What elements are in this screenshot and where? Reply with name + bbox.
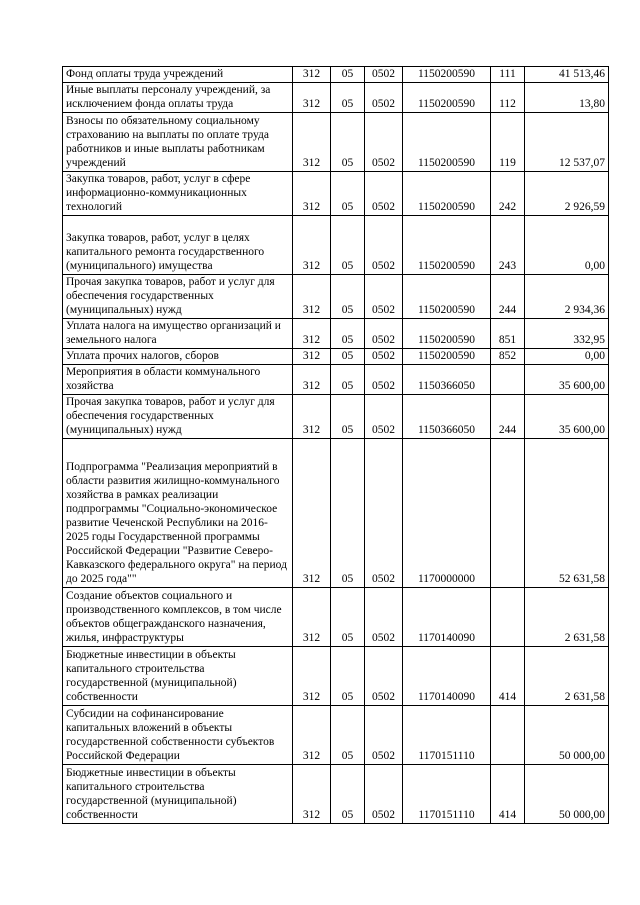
ministry-code-cell: 312: [293, 349, 331, 365]
target-article-cell: 1150200590: [403, 349, 491, 365]
section-code-cell: 05: [331, 275, 365, 319]
amount-cell: 35 600,00: [525, 365, 609, 395]
expense-type-cell: 414: [491, 765, 525, 824]
amount-cell: 2 934,36: [525, 275, 609, 319]
subsection-code-cell: 0502: [365, 647, 403, 706]
table-row: [63, 319, 609, 349]
expense-name-cell: Субсидии на софинансирование капитальных вложений в объекты государственной собственности субъектов Российской Федерации: [63, 706, 293, 765]
expense-type-cell: 243: [491, 216, 525, 275]
subsection-code-cell: 0502: [365, 365, 403, 395]
expense-name-cell: Бюджетные инвестиции в объекты капитального строительства государственной (муниципальной) собственности: [63, 647, 293, 706]
section-code-cell: 05: [331, 365, 365, 395]
table-row: [63, 706, 609, 765]
expense-name-cell: Прочая закупка товаров, работ и услуг для обеспечения государственных (муниципальных) нужд: [63, 395, 293, 439]
subsection-code-cell: 0502: [365, 439, 403, 588]
subsection-code-cell: 0502: [365, 395, 403, 439]
section-code-cell: 05: [331, 439, 365, 588]
section-code-cell: 05: [331, 172, 365, 216]
table-row: [63, 67, 609, 83]
ministry-code-cell: 312: [293, 83, 331, 113]
expense-name-cell: Создание объектов социального и производственного комплексов, в том числе объектов общегражданского назначения, жилья, инфраструктуры: [63, 588, 293, 647]
section-code-cell: 05: [331, 67, 365, 83]
target-article-cell: 1150200590: [403, 172, 491, 216]
subsection-code-cell: 0502: [365, 588, 403, 647]
subsection-code-cell: 0502: [365, 765, 403, 824]
expense-name-cell: Уплата прочих налогов, сборов: [63, 349, 293, 365]
table-row: [63, 765, 609, 824]
subsection-code-cell: 0502: [365, 83, 403, 113]
amount-cell: 35 600,00: [525, 395, 609, 439]
section-code-cell: 05: [331, 349, 365, 365]
target-article-cell: 1170140090: [403, 647, 491, 706]
amount-cell: 50 000,00: [525, 765, 609, 824]
ministry-code-cell: 312: [293, 113, 331, 172]
section-code-cell: 05: [331, 765, 365, 824]
section-code-cell: 05: [331, 706, 365, 765]
budget-table: [62, 66, 609, 824]
subsection-code-cell: 0502: [365, 349, 403, 365]
subsection-code-cell: 0502: [365, 216, 403, 275]
expense-name-cell: Иные выплаты персоналу учреждений, за исключением фонда оплаты труда: [63, 83, 293, 113]
expense-type-cell: 242: [491, 172, 525, 216]
ministry-code-cell: 312: [293, 365, 331, 395]
ministry-code-cell: 312: [293, 588, 331, 647]
section-code-cell: 05: [331, 647, 365, 706]
expense-name-cell: Подпрограмма "Реализация мероприятий в области развития жилищно-коммунального хозяйства в рамках реализации подпрограммы "Социально-экономическое развитие Чеченской Республики на 2016-2025 годы Государственной программы Российской Федерации "Развитие Северо-Кавказского федерального округа" на период до 2025 года"": [63, 439, 293, 588]
ministry-code-cell: 312: [293, 395, 331, 439]
expense-name-cell: Мероприятия в области коммунального хозяйства: [63, 365, 293, 395]
expense-type-cell: 111: [491, 67, 525, 83]
ministry-code-cell: 312: [293, 172, 331, 216]
table-row: [63, 83, 609, 113]
expense-name-cell: Фонд оплаты труда учреждений: [63, 67, 293, 83]
amount-cell: 0,00: [525, 216, 609, 275]
table-row: [63, 216, 609, 275]
target-article-cell: 1150200590: [403, 319, 491, 349]
target-article-cell: 1150366050: [403, 365, 491, 395]
target-article-cell: 1170000000: [403, 439, 491, 588]
target-article-cell: 1150200590: [403, 67, 491, 83]
section-code-cell: 05: [331, 395, 365, 439]
amount-cell: 12 537,07: [525, 113, 609, 172]
expense-type-cell: [491, 706, 525, 765]
ministry-code-cell: 312: [293, 439, 331, 588]
table-row: [63, 439, 609, 588]
expense-name-cell: Взносы по обязательному социальному страхованию на выплаты по оплате труда работников и иные выплаты работникам учреждений: [63, 113, 293, 172]
expense-type-cell: 119: [491, 113, 525, 172]
expense-type-cell: 851: [491, 319, 525, 349]
amount-cell: 2 926,59: [525, 172, 609, 216]
expense-name-cell: Уплата налога на имущество организаций и земельного налога: [63, 319, 293, 349]
expense-type-cell: 244: [491, 395, 525, 439]
ministry-code-cell: 312: [293, 706, 331, 765]
table-row: [63, 172, 609, 216]
expense-name-cell: Прочая закупка товаров, работ и услуг для обеспечения государственных (муниципальных) нужд: [63, 275, 293, 319]
subsection-code-cell: 0502: [365, 172, 403, 216]
subsection-code-cell: 0502: [365, 275, 403, 319]
table-row: [63, 365, 609, 395]
expense-type-cell: [491, 588, 525, 647]
expense-name-cell: Закупка товаров, работ, услуг в сфере информационно-коммуникационных технологий: [63, 172, 293, 216]
expense-type-cell: [491, 439, 525, 588]
expense-type-cell: 414: [491, 647, 525, 706]
section-code-cell: 05: [331, 216, 365, 275]
table-row: [63, 647, 609, 706]
ministry-code-cell: 312: [293, 275, 331, 319]
section-code-cell: 05: [331, 113, 365, 172]
amount-cell: 52 631,58: [525, 439, 609, 588]
ministry-code-cell: 312: [293, 765, 331, 824]
target-article-cell: 1150200590: [403, 216, 491, 275]
amount-cell: 41 513,46: [525, 67, 609, 83]
ministry-code-cell: 312: [293, 67, 331, 83]
expense-name-cell: Бюджетные инвестиции в объекты капитального строительства государственной (муниципальной) собственности: [63, 765, 293, 824]
subsection-code-cell: 0502: [365, 706, 403, 765]
target-article-cell: 1170140090: [403, 588, 491, 647]
expense-name-cell: Закупка товаров, работ, услуг в целях капитального ремонта государственного (муниципального) имущества: [63, 216, 293, 275]
ministry-code-cell: 312: [293, 319, 331, 349]
amount-cell: 2 631,58: [525, 647, 609, 706]
table-row: [63, 588, 609, 647]
amount-cell: 13,80: [525, 83, 609, 113]
amount-cell: 50 000,00: [525, 706, 609, 765]
table-row: [63, 275, 609, 319]
ministry-code-cell: 312: [293, 647, 331, 706]
target-article-cell: 1150366050: [403, 395, 491, 439]
target-article-cell: 1150200590: [403, 275, 491, 319]
table-row: [63, 349, 609, 365]
table-row: [63, 113, 609, 172]
expense-type-cell: 244: [491, 275, 525, 319]
amount-cell: 332,95: [525, 319, 609, 349]
section-code-cell: 05: [331, 83, 365, 113]
target-article-cell: 1150200590: [403, 83, 491, 113]
expense-type-cell: 852: [491, 349, 525, 365]
amount-cell: 0,00: [525, 349, 609, 365]
target-article-cell: 1170151110: [403, 765, 491, 824]
target-article-cell: 1150200590: [403, 113, 491, 172]
ministry-code-cell: 312: [293, 216, 331, 275]
table-row: [63, 395, 609, 439]
target-article-cell: 1170151110: [403, 706, 491, 765]
section-code-cell: 05: [331, 588, 365, 647]
expense-type-cell: 112: [491, 83, 525, 113]
expense-type-cell: [491, 365, 525, 395]
section-code-cell: 05: [331, 319, 365, 349]
subsection-code-cell: 0502: [365, 319, 403, 349]
amount-cell: 2 631,58: [525, 588, 609, 647]
subsection-code-cell: 0502: [365, 67, 403, 83]
subsection-code-cell: 0502: [365, 113, 403, 172]
